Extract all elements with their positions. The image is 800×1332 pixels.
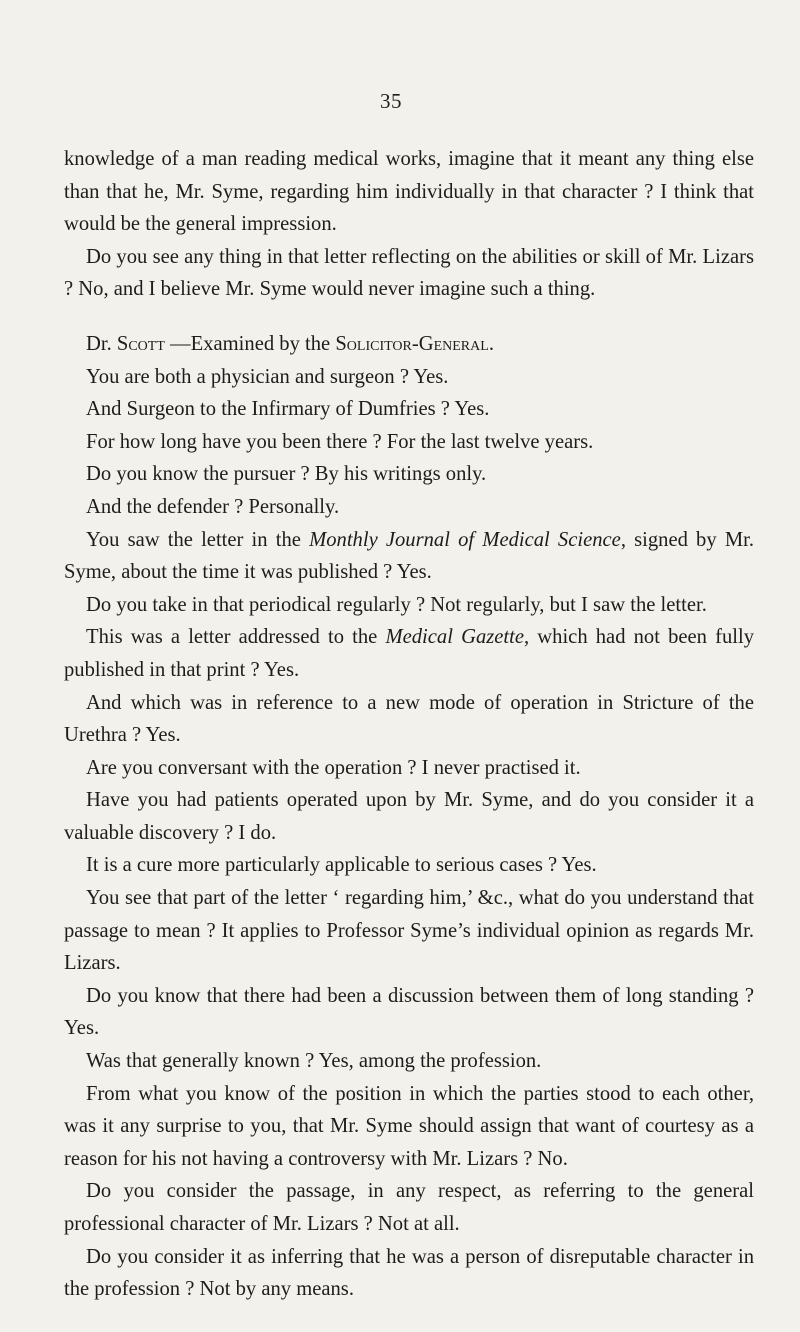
examined-by: —Examined by the xyxy=(164,332,336,355)
qa-paragraph: And the defender ? Personally. xyxy=(86,495,340,518)
section-gap xyxy=(64,306,754,328)
examination-heading xyxy=(64,328,754,361)
text-run: This was a letter addressed to the xyxy=(86,626,386,649)
qa-paragraph: Do you take in that periodical regularly ? Not regularly, but I saw the letter. xyxy=(86,593,707,616)
body-text xyxy=(64,143,754,1306)
qa-paragraph-journal xyxy=(64,524,754,589)
qa-paragraph: Are you conversant with the operation ? I never practised it. xyxy=(86,756,581,779)
qa-paragraph: Do you consider it as inferring that he was a person of disreputable character in the profession ? Not by any means. xyxy=(64,1245,754,1301)
qa-paragraph: Do you know that there had been a discussion between them of long standing ? Yes. xyxy=(64,984,754,1040)
qa-paragraph: For how long have you been there ? For the last twelve years. xyxy=(86,430,594,453)
qa-paragraph-gazette xyxy=(64,621,754,686)
text-run: You saw the letter in the xyxy=(86,528,310,551)
examiner-name: Solicitor-General xyxy=(335,332,489,355)
text-run: , signed by Mr. Syme, about the time it was published ? Yes. xyxy=(64,528,755,584)
qa-paragraph: You see that part of the letter ‘ regarding him,’ &c., what do you understand that passage to mean ? It applies to Professor Syme’s individual opinion as regards Mr. Lizars. xyxy=(64,887,754,975)
qa-paragraph: And Surgeon to the Infirmary of Dumfries ? Yes. xyxy=(86,398,490,421)
qa-paragraph: Have you had patients operated upon by Mr. Syme, and do you consider it a valuable discovery ? I do. xyxy=(64,789,754,844)
qa-paragraph: From what you know of the position in which the parties stood to each other, was it any surprise to you, that Mr. Syme should assign that want of courtesy as a reason for his not having a controversy with Mr. Lizars ? No. xyxy=(64,1082,754,1170)
qa-paragraph: Was that generally known ? Yes, among the profession. xyxy=(86,1050,542,1073)
paragraph: Do you see any thing in that letter reflecting on the abilities or skill of Mr. Lizars ? No, and I believe Mr. Syme would never imagine such a thing. xyxy=(64,245,754,301)
gazette-title: Medical Gazette xyxy=(385,626,524,649)
journal-title: Monthly Journal of Medical Science xyxy=(309,528,621,551)
qa-paragraph: You are both a physician and surgeon ? Yes. xyxy=(86,365,449,388)
witness-prefix: Dr. xyxy=(86,332,117,355)
page-number: 35 xyxy=(380,89,402,113)
qa-paragraph: Do you know the pursuer ? By his writings only. xyxy=(86,463,487,486)
paragraph-continued: knowledge of a man reading medical works, imagine that it meant any thing else than that he, Mr. Syme, regarding him individually in that character ? I think that would be the general impression. xyxy=(64,148,754,236)
heading-period: . xyxy=(488,332,494,355)
text-run: , which had not been fully published in that print ? Yes. xyxy=(64,626,755,681)
qa-paragraph: And which was in reference to a new mode of operation in Stricture of the Urethra ? Yes. xyxy=(64,691,754,747)
qa-paragraph: Do you consider the passage, in any respect, as referring to the general professional character of Mr. Lizars ? Not at all. xyxy=(64,1180,754,1235)
witness-name: Scott xyxy=(116,332,165,355)
qa-paragraph: It is a cure more particularly applicable to serious cases ? Yes. xyxy=(86,854,597,877)
